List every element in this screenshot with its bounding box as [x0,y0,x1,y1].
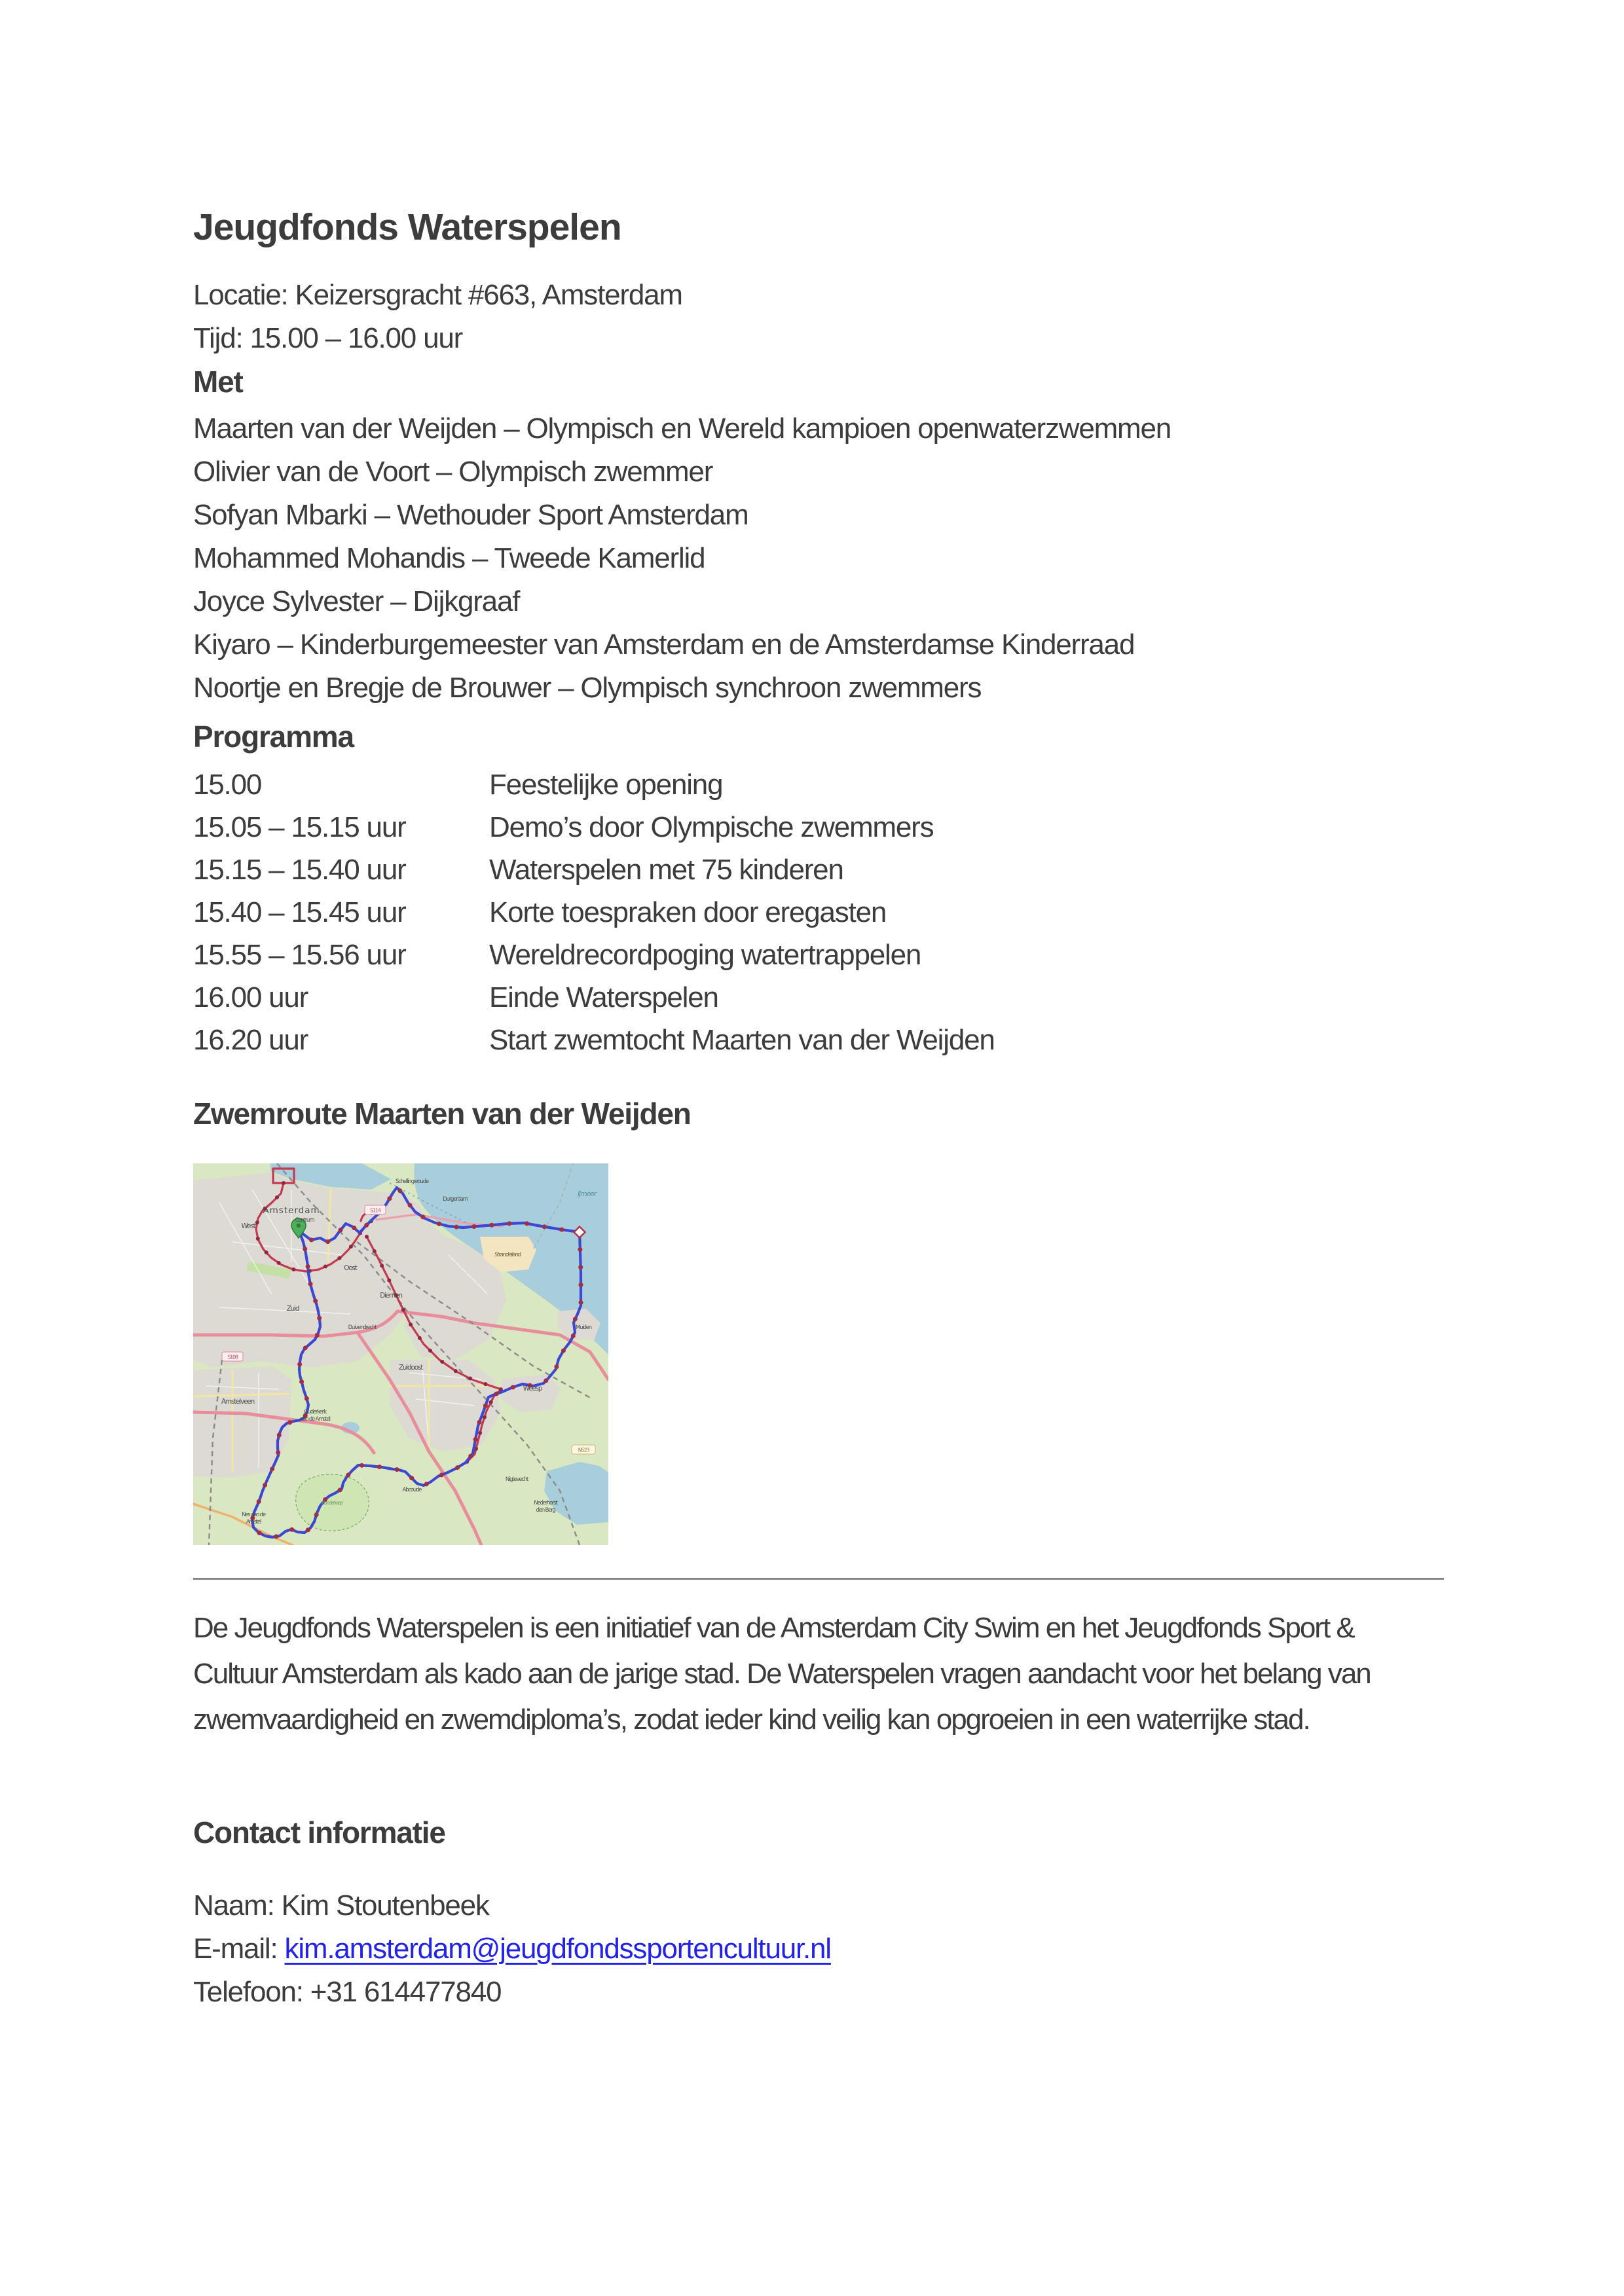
map-route-badge-n523 [572,1445,595,1454]
horizontal-divider [193,1578,1444,1580]
contact-heading: Contact informatie [193,1815,445,1850]
about-paragraph: De Jeugdfonds Waterspelen is een initiatief van de Amsterdam City Swim en het Jeugdfonds Sport & Cultuur Amsterdam als kado aan de jarige stad. De Waterspelen vragen aandacht voor het belang van zwemvaardigheid en zwemdiploma’s, zodat ieder kind veilig kan opgroeien in een waterrijke stad. [193,1612,1371,1736]
map-label-nigtevecht: Nigtevecht [505,1476,528,1483]
table-row [193,934,1437,976]
page-title: Jeugdfonds Waterspelen [193,206,621,248]
map-label-zuidoost: Zuidoost [398,1364,423,1372]
location-line: Locatie: Keizersgracht #663, Amsterdam [193,279,682,311]
map-label-amsterdam: Amsterdam [263,1205,320,1216]
map-label-ijmeer: IJmeer [577,1190,597,1198]
route-heading: Zwemroute Maarten van der Weijden [193,1097,691,1131]
map-label-zuid: Zuid [286,1305,299,1313]
program-activity: Feestelijke opening [489,769,723,801]
program-time: 15.40 – 15.45 uur [193,896,406,928]
program-table [193,763,1437,1061]
contact-email-line [193,1931,831,1967]
program-activity: Einde Waterspelen [489,981,718,1013]
map-label-durgerdam: Durgerdam [443,1196,468,1203]
program-time: 15.00 [193,769,262,801]
contact-phone-line: Telefoon: +31 614477840 [193,1976,502,2008]
map-label-strandeiland: Strandeiland [494,1252,521,1258]
table-row [193,976,1437,1019]
svg-text:S114: S114 [370,1207,380,1214]
program-time: 16.20 uur [193,1024,308,1056]
list-item: Olivier van de Voort – Olympisch zwemmer [193,456,713,488]
map-label-amstelveen: Amstelveen [221,1398,255,1406]
program-activity: Start zwemtocht Maarten van der Weijden [489,1024,995,1056]
list-item: Mohammed Mohandis – Tweede Kamerlid [193,542,705,574]
list-item: Sofyan Mbarki – Wethouder Sport Amsterdam [193,499,748,531]
program-activity: Korte toespraken door eregasten [489,896,887,928]
program-heading: Programma [193,720,354,754]
map-label-oost: Oost [344,1264,357,1272]
map-label-diemen: Diemen [380,1292,402,1300]
route-map-svg [193,1163,608,1545]
map-label-ouderkerk-2: aan de Amstel [300,1416,330,1423]
map-label-rondehoep: Rondehoep [322,1500,342,1506]
program-activity: Demo’s door Olympische zwemmers [489,811,934,843]
contact-name-line: Naam: Kim Stoutenbeek [193,1889,489,1922]
table-row [193,1019,1437,1061]
map-label-centrum: Centrum [295,1217,314,1224]
map-label-duivendrecht: Duivendrecht [348,1324,377,1331]
map-label-nes-1: Nes aan de [242,1512,265,1518]
map-label-abcoude: Abcoude [402,1487,422,1493]
map-label-weesp: Weesp [523,1385,542,1393]
map-label-nederhorst-2: den Berg [536,1507,555,1514]
table-row [193,806,1437,848]
table-row [193,891,1437,934]
program-activity: Wereldrecordpoging watertrappelen [489,939,921,971]
met-heading: Met [193,365,243,399]
svg-text:S108: S108 [227,1354,238,1360]
program-time: 15.05 – 15.15 uur [193,811,406,843]
email-label: E-mail: [193,1933,285,1965]
map-label-muiden: Muiden [576,1324,591,1331]
table-row [193,848,1437,891]
program-activity: Waterspelen met 75 kinderen [489,854,843,886]
email-link[interactable]: kim.amsterdam@jeugdfondssportencultuur.nl [284,1933,831,1965]
list-item: Noortje en Bregje de Brouwer – Olympisch synchroon zwemmers [193,672,982,704]
table-row [193,763,1437,806]
map-label-nederhorst-1: Nederhorst [534,1500,557,1506]
route-map-image [193,1163,608,1545]
time-line: Tijd: 15.00 – 16.00 uur [193,322,463,354]
svg-text:N523: N523 [578,1447,589,1453]
list-item: Joyce Sylvester – Dijkgraaf [193,585,520,617]
program-time: 16.00 uur [193,981,308,1013]
map-label-schellingwoude: Schellingwoude [396,1178,428,1185]
map-label-west: West [241,1222,255,1230]
map-route-badge-s114 [365,1205,386,1214]
map-label-nes-2: Amstel [246,1519,261,1525]
program-time: 15.55 – 15.56 uur [193,939,406,971]
map-label-ouderkerk-1: Ouderkerk [304,1409,326,1415]
list-item: Kiyaro – Kinderburgemeester van Amsterdam en de Amsterdamse Kinderraad [193,629,1135,661]
map-route-badge-s108 [222,1352,243,1361]
program-time: 15.15 – 15.40 uur [193,854,406,886]
list-item: Maarten van der Weijden – Olympisch en Wereld kampioen openwaterzwemmen [193,412,1172,445]
guest-list [193,407,1171,710]
